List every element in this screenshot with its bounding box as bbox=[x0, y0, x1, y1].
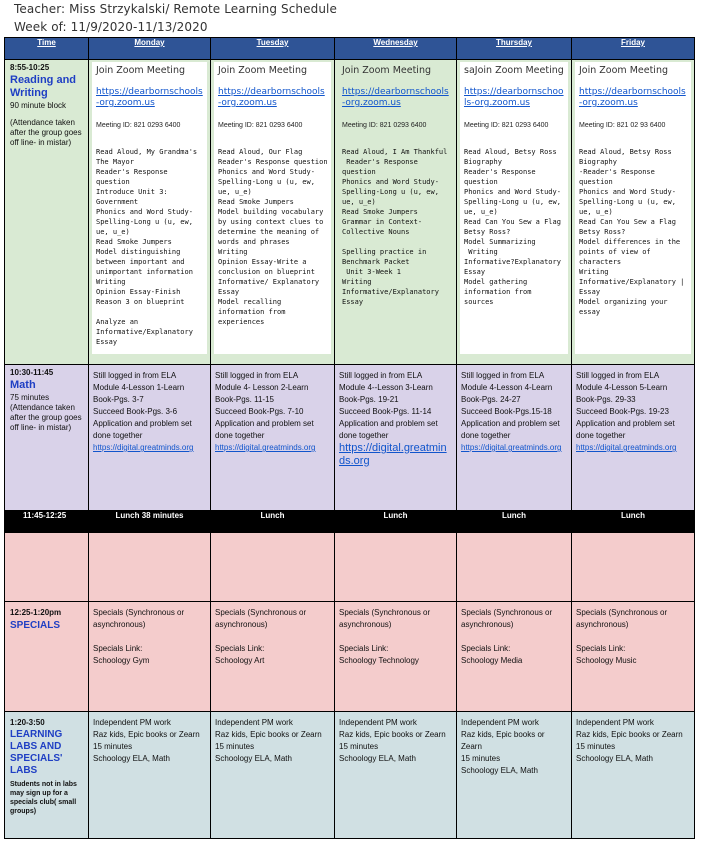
specials-text: Specials (Synchronous or asynchronous) bbox=[576, 608, 668, 629]
specials-link[interactable]: Schoology Media bbox=[461, 656, 523, 665]
math-time: 10:30-11:45 bbox=[10, 368, 54, 377]
labs-time-cell bbox=[5, 712, 89, 839]
labs-friday-cell: Independent PM work Raz kids, Epic books or Zearn 15 minutes Schoology ELA, Math bbox=[572, 712, 695, 839]
specials-tuesday-cell bbox=[211, 602, 335, 712]
col-header-time: Time bbox=[5, 38, 89, 60]
specials-friday-cell bbox=[572, 602, 695, 712]
meeting-id: Meeting ID: 821 0293 6400 bbox=[342, 122, 427, 129]
teacher-line: Teacher: Miss Strzykalski/ Remote Learning Schedule bbox=[14, 2, 337, 16]
labs-time: 1:20-3:50 bbox=[10, 718, 45, 727]
reading-monday-cell bbox=[89, 60, 211, 365]
blank-cell bbox=[572, 533, 695, 602]
reading-day-box bbox=[338, 62, 453, 354]
zoom-link[interactable]: https://dearbornschools-org.zoom.us bbox=[579, 87, 686, 108]
reading-thursday-cell bbox=[457, 60, 572, 365]
lunch-row bbox=[5, 511, 695, 533]
math-plan: Still logged in from ELA Module 4- Lesson 2-Learn Book-Pgs. 11-15 Succeed Book-Pgs. 7-10 Application and problem set done together bbox=[215, 371, 314, 440]
specials-link[interactable]: Schoology Technology bbox=[339, 656, 419, 665]
blank-cell bbox=[89, 533, 211, 602]
reading-activities: Read Aloud, Our Flag Reader's Response question Phonics and Word Study-Spelling-Long u (u, ew, ue, u_e) Read Smoke Jumpers Model building vocabulary by using context clues to determine the meaning of words and phrases Writing Opinion Essay-Write a conclusion on blueprint Informative/ Explanatory Essay Model recalling information from experiences bbox=[218, 148, 328, 326]
math-wednesday-cell bbox=[335, 365, 457, 511]
specials-link[interactable]: Schoology Gym bbox=[93, 656, 150, 665]
lunch-monday: Lunch 38 minutes bbox=[89, 511, 211, 533]
reading-day-box bbox=[214, 62, 331, 354]
greatminds-link[interactable]: https://digital.greatminds.org bbox=[461, 443, 562, 452]
labs-wednesday-cell: Independent PM work Raz kids, Epic books or Zearn 15 minutes Schoology ELA, Math bbox=[335, 712, 457, 839]
math-tuesday-cell bbox=[211, 365, 335, 511]
lunch-thursday: Lunch bbox=[457, 511, 572, 533]
specials-link[interactable]: Schoology Art bbox=[215, 656, 265, 665]
reading-friday-cell bbox=[572, 60, 695, 365]
reading-day-box bbox=[575, 62, 691, 354]
zoom-link[interactable]: https://dearbornschools-org.zoom.us bbox=[342, 87, 449, 108]
labs-tuesday-cell: Independent PM work Raz kids, Epic books or Zearn 15 minutes Schoology ELA, Math bbox=[211, 712, 335, 839]
zoom-title: Join Zoom Meeting bbox=[342, 65, 432, 76]
week-line: Week of: 11/9/2020-11/13/2020 bbox=[14, 20, 208, 34]
specials-text: Specials (Synchronous or asynchronous) bbox=[93, 608, 185, 629]
lunch-friday: Lunch bbox=[572, 511, 695, 533]
greatminds-link[interactable]: https://digital.greatminds.org bbox=[339, 442, 447, 467]
reading-activities: Read Aloud, Betsy Ross Biography Reader's Response question Phonics and Word Study-Spelling-Long u (u, ew, ue, u_e) Read Can You Sew a Flag Betsy Ross? Model Summarizing Writing Informative?Explanatory Essay Model gathering information from sources bbox=[464, 148, 561, 306]
reading-time: 8:55-10:25 bbox=[10, 63, 50, 72]
reading-activities: Read Aloud, Betsy Ross Biography -Reader's Response question Phonics and Word Study-Spelling-Long u (u, ew, ue, u_e) Read Can You Sew a Flag Betsy Ross? Model differences in the points of view of characters Writing Informative/Explanatory | Essay Model organizing your essay bbox=[579, 148, 685, 316]
blank-row bbox=[5, 533, 695, 602]
labs-note: Students not in labs may sign up for a specials club( small groups) bbox=[10, 781, 77, 815]
zoom-link[interactable]: https://dearbornschools-org.zoom.us bbox=[464, 87, 564, 108]
reading-wednesday-cell bbox=[335, 60, 457, 365]
greatminds-link[interactable]: https://digital.greatminds.org bbox=[93, 443, 194, 452]
blank-cell bbox=[335, 533, 457, 602]
labs-subject: LEARNING LABS AND SPECIALS' LABS bbox=[10, 729, 63, 776]
math-thursday-cell bbox=[457, 365, 572, 511]
math-monday-cell bbox=[89, 365, 211, 511]
specials-row bbox=[5, 602, 695, 712]
math-plan: Still logged in from ELA Module 4-Lesson 5-Learn Book-Pgs. 29-33 Succeed Book-Pgs. 19-23 Application and problem set done together bbox=[576, 371, 675, 440]
zoom-link[interactable]: https://dearbornschools-org.zoom.us bbox=[218, 87, 325, 108]
reading-time-cell bbox=[5, 60, 89, 365]
labs-thursday-cell: Independent PM work Raz kids, Epic books or Zearn 15 minutes Schoology ELA, Math bbox=[457, 712, 572, 839]
specials-text: Specials (Synchronous or asynchronous) bbox=[461, 608, 553, 629]
blank-cell bbox=[5, 533, 89, 602]
reading-attendance-note: (Attendance taken after the group goes off line- in mistar) bbox=[10, 118, 82, 147]
col-header-friday: Friday bbox=[572, 38, 695, 60]
blank-cell bbox=[211, 533, 335, 602]
zoom-title: Join Zoom Meeting bbox=[579, 65, 669, 76]
reading-day-box bbox=[92, 62, 207, 354]
lunch-time: 11:45-12:25 bbox=[5, 511, 89, 533]
reading-activities: Read Aloud, I Am Thankful Reader's Response question Phonics and Word Study-Spelling-Long u (u, ew, ue, u_e) Read Smoke Jumpers Grammar in Context-Collective Nouns Spelling practice in Benchmark Packet Unit 3-Week 1 Writing Informative/Explanatory Essay bbox=[342, 148, 448, 306]
reading-row bbox=[5, 60, 695, 365]
zoom-link[interactable]: https://dearbornschools-org.zoom.us bbox=[96, 87, 203, 108]
specials-link-label: Specials Link: bbox=[215, 644, 265, 653]
zoom-title: saJoin Zoom Meeting bbox=[464, 65, 564, 76]
reading-day-box bbox=[460, 62, 568, 354]
specials-link-label: Specials Link: bbox=[339, 644, 389, 653]
header-row bbox=[5, 38, 695, 60]
specials-wednesday-cell bbox=[335, 602, 457, 712]
schedule-table bbox=[4, 37, 695, 839]
math-plan: Still logged in from ELA Module 4-Lesson 1-Learn Book-Pgs. 3-7 Succeed Book-Pgs. 3-6 Application and problem set done together bbox=[93, 371, 192, 440]
math-time-cell bbox=[5, 365, 89, 511]
reading-tuesday-cell bbox=[211, 60, 335, 365]
specials-link-label: Specials Link: bbox=[576, 644, 626, 653]
specials-link[interactable]: Schoology Music bbox=[576, 656, 637, 665]
meeting-id: Meeting ID: 821 0293 6400 bbox=[218, 122, 303, 129]
specials-monday-cell bbox=[89, 602, 211, 712]
math-duration: 75 minutes bbox=[10, 393, 50, 402]
reading-activities: Read Aloud, My Grandma's The Mayor Reader's Response question Introduce Unit 3: Government Phonics and Word Study-Spelling-Long u (u, ew, ue, u_e) Read Smoke Jumpers Model distinguishing between important and unimportant information Writing Opinion Essay-Finish Reason 3 on blueprint Analyze an Informative/Explanatory Essay bbox=[96, 148, 198, 346]
reading-duration: 90 minute block bbox=[10, 101, 67, 110]
greatminds-link[interactable]: https://digital.greatminds.org bbox=[576, 443, 677, 452]
col-header-thursday: Thursday bbox=[457, 38, 572, 60]
math-plan: Still logged in from ELA Module 4--Lesson 3-Learn Book-Pgs. 19-21 Succeed Book-Pgs. 11-14 Application and problem set done together bbox=[339, 371, 438, 440]
meeting-id: Meeting ID: 821 0293 6400 bbox=[464, 122, 549, 129]
blank-cell bbox=[457, 533, 572, 602]
col-header-wednesday: Wednesday bbox=[335, 38, 457, 60]
specials-subject: SPECIALS bbox=[10, 620, 61, 631]
specials-link-label: Specials Link: bbox=[461, 644, 511, 653]
zoom-title: Join Zoom Meeting bbox=[218, 65, 308, 76]
specials-text: Specials (Synchronous or asynchronous) bbox=[339, 608, 431, 629]
math-friday-cell bbox=[572, 365, 695, 511]
meeting-id: Meeting ID: 821 02 93 6400 bbox=[579, 122, 666, 129]
lunch-wednesday: Lunch bbox=[335, 511, 457, 533]
math-plan: Still logged in from ELA Module 4-Lesson 4-Learn Book-Pgs. 24-27 Succeed Book-Pgs.15-18 Application and problem set done together bbox=[461, 371, 560, 440]
col-header-monday: Monday bbox=[89, 38, 211, 60]
math-row bbox=[5, 365, 695, 511]
reading-subject: Reading and Writing bbox=[10, 74, 77, 99]
specials-time-cell bbox=[5, 602, 89, 712]
math-attendance-note: (Attendance taken after the group goes off line- in mistar) bbox=[10, 403, 82, 432]
lunch-tuesday: Lunch bbox=[211, 511, 335, 533]
meeting-id: Meeting ID: 821 0293 6400 bbox=[96, 122, 181, 129]
greatminds-link[interactable]: https://digital.greatminds.org bbox=[215, 443, 316, 452]
specials-text: Specials (Synchronous or asynchronous) bbox=[215, 608, 307, 629]
zoom-title: Join Zoom Meeting bbox=[96, 65, 186, 76]
col-header-tuesday: Tuesday bbox=[211, 38, 335, 60]
specials-thursday-cell bbox=[457, 602, 572, 712]
labs-monday-cell: Independent PM work Raz kids, Epic books or Zearn 15 minutes Schoology ELA, Math bbox=[89, 712, 211, 839]
math-subject: Math bbox=[10, 379, 36, 391]
labs-row bbox=[5, 712, 695, 839]
specials-time: 12:25-1:20pm bbox=[10, 608, 62, 617]
specials-link-label: Specials Link: bbox=[93, 644, 143, 653]
